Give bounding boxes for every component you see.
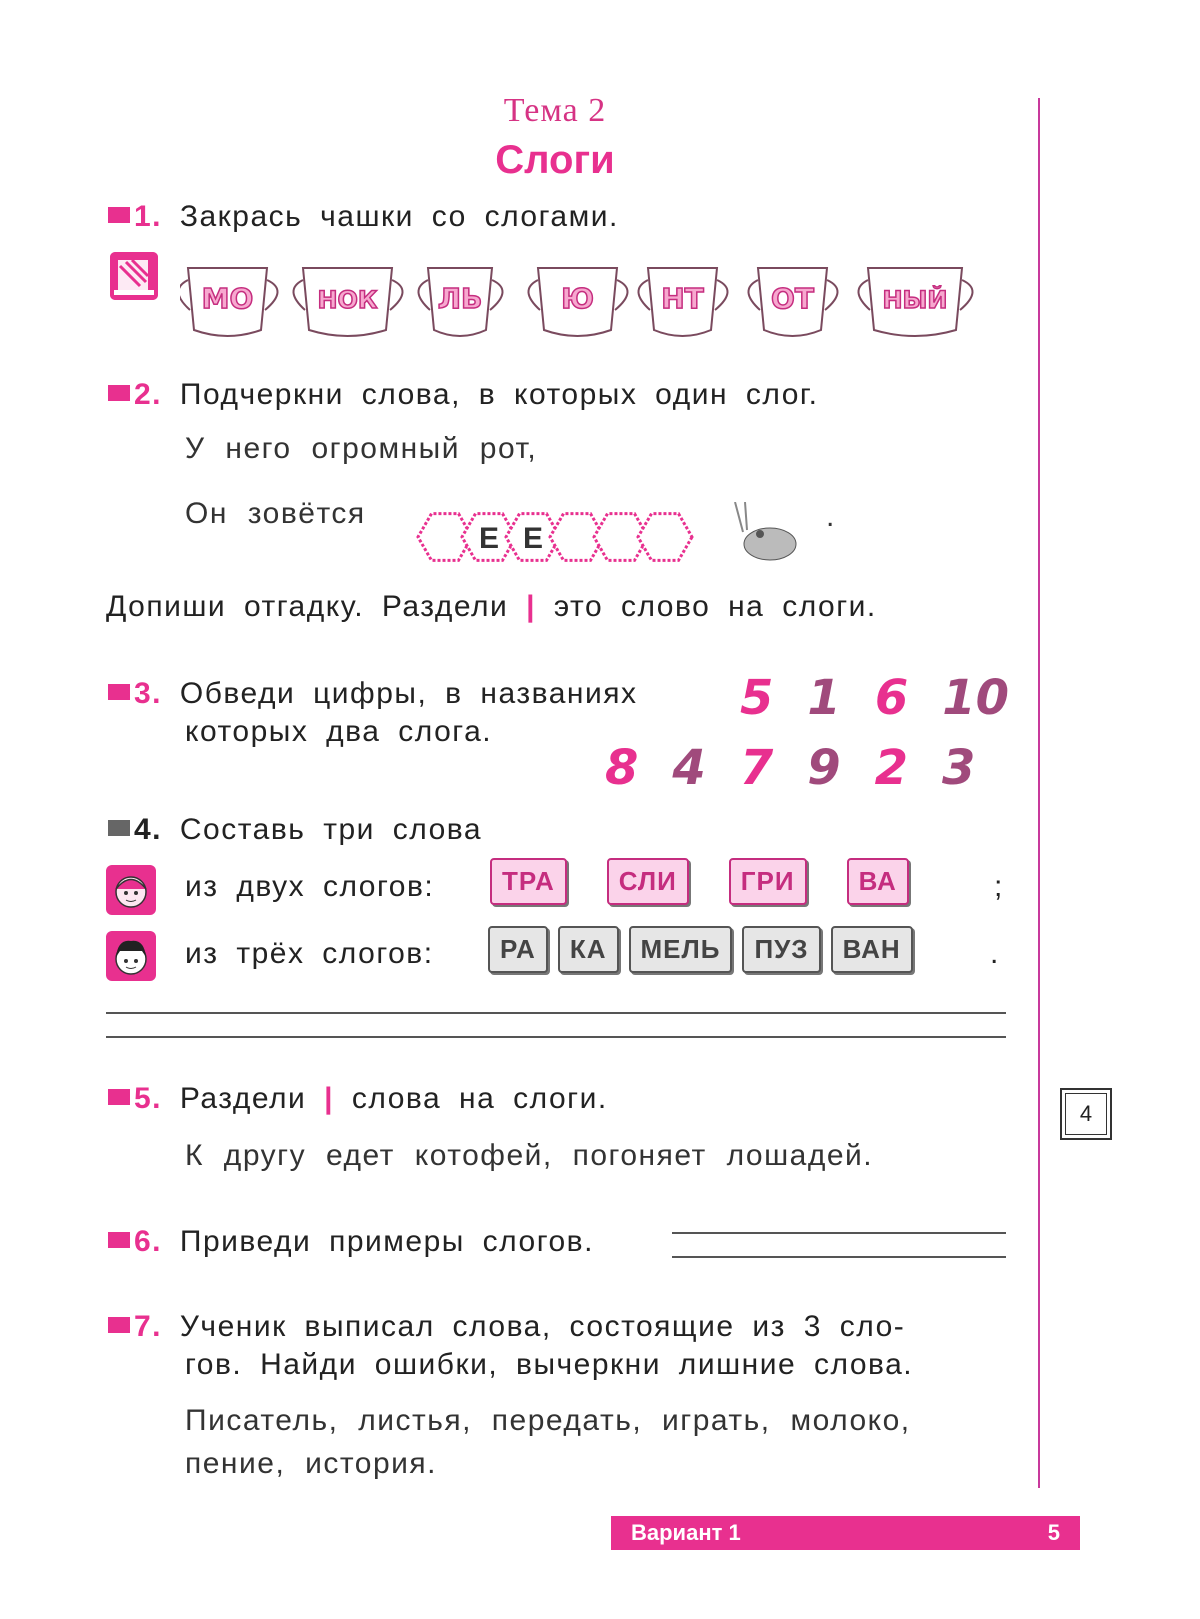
task-marker (108, 385, 130, 401)
task-7-words-1: Писатель, листья, передать, играть, молоко, (185, 1404, 911, 1437)
cup-item[interactable] (748, 268, 837, 336)
footer-bar (611, 1516, 1080, 1550)
cup-syllable: ЛЬ (437, 282, 483, 315)
variant-label: Вариант 1 (631, 1520, 741, 1545)
divider-mark: | (526, 590, 537, 623)
task-7-heading: 7. Ученик выписал слова, состоящие из 3 сло- (108, 1310, 905, 1344)
margin-line (1038, 98, 1040, 1488)
task-2-heading: 2. Подчеркни слова, в которых один слог. (108, 378, 819, 412)
topic-label: Тема 2 (503, 92, 607, 129)
task-marker (108, 1317, 130, 1333)
answer-line[interactable] (672, 1232, 1006, 1234)
cup-syllable: НЫЙ (882, 286, 948, 314)
syllable-tag[interactable]: РА (488, 926, 548, 973)
page-title: Слоги (495, 138, 615, 182)
cup-item[interactable] (180, 268, 278, 336)
two-syllable-tags (490, 858, 1000, 905)
cup-item[interactable] (293, 268, 402, 336)
digit-item[interactable]: 3 (942, 740, 976, 796)
syllable-tag[interactable]: КА (558, 926, 619, 973)
cups-row (180, 260, 1010, 360)
task-5-sentence: К другу едет котофей, погоняет лошадей. (185, 1139, 874, 1172)
cup-syllable: ОТ (771, 282, 814, 315)
task-marker (108, 1232, 130, 1248)
page-number: 5 (1047, 1520, 1060, 1545)
digit-item[interactable]: 4 (672, 740, 706, 796)
task-7-line-2: гов. Найди ошибки, вычеркни лишние слова. (185, 1348, 914, 1381)
task-1-text: Закрась чашки со слогами. (179, 200, 619, 233)
cup-syllable: Ю (561, 282, 594, 315)
syllable-tag[interactable]: МЕЛЬ (629, 926, 733, 973)
cup-item[interactable] (418, 268, 502, 336)
digit-item[interactable]: 10 (942, 670, 1010, 726)
digit-item[interactable]: 8 (605, 740, 639, 796)
three-syllable-end: . (990, 937, 1000, 970)
riddle-period: . (826, 500, 836, 533)
syllable-tag[interactable]: ВА (847, 858, 909, 905)
two-syllable-end: ; (994, 870, 1004, 903)
digits-row-1[interactable] (740, 670, 1043, 726)
digit-item[interactable]: 2 (874, 740, 909, 796)
cup-item[interactable] (638, 268, 727, 336)
digit-item[interactable]: 9 (807, 740, 841, 796)
task-7-words-2: пение, история. (185, 1447, 437, 1480)
cup-item[interactable] (528, 268, 627, 336)
digit-item[interactable]: 1 (807, 670, 841, 726)
boy-icon (106, 931, 154, 979)
riddle-line-2: Он зовётся (185, 497, 366, 530)
task-marker (108, 207, 130, 223)
syllable-tag[interactable]: ТРА (490, 858, 567, 905)
task-4-heading: 4. Составь три слова (108, 813, 482, 847)
cup-item[interactable] (858, 268, 972, 336)
task-2-text: Подчеркни слова, в которых один слог. (179, 378, 819, 411)
riddle-line-1: У него огромный рот, (185, 432, 538, 465)
divider-mark: | (324, 1082, 335, 1115)
syllable-tag[interactable]: ПУЗ (742, 926, 820, 973)
syllable-tag[interactable]: ГРИ (729, 858, 807, 905)
cup-syllable: МО (201, 282, 254, 315)
task-marker (108, 1089, 130, 1105)
two-syllable-label: из двух слогов: (185, 870, 435, 903)
task-5-heading: 5. Раздели | слова на слоги. (108, 1082, 608, 1116)
answer-cells[interactable] (415, 502, 815, 577)
answer-line[interactable] (672, 1256, 1006, 1258)
cell-letter: Е (522, 522, 544, 555)
digit-item[interactable]: 5 (740, 670, 774, 726)
letter-cell[interactable] (638, 514, 692, 561)
digit-item[interactable]: 6 (874, 670, 909, 726)
cup-syllable: НОК (317, 286, 378, 314)
task-2-instruction: Допиши отгадку. Раздели | это слово на слоги. (106, 590, 877, 623)
side-badge: 4 (1060, 1088, 1112, 1140)
digits-row-2[interactable] (605, 740, 1009, 796)
answer-line[interactable] (106, 1036, 1006, 1038)
cup-syllable: НТ (661, 282, 704, 315)
three-syllable-tags (488, 926, 1008, 973)
girl-icon (106, 865, 154, 913)
task-6-heading: 6. Приведи примеры слогов. (108, 1225, 594, 1259)
syllable-tag[interactable]: ВАН (831, 926, 913, 973)
task-3-line-2: которых два слога. (185, 715, 493, 748)
task-marker (108, 684, 130, 700)
digit-item[interactable]: 7 (739, 740, 774, 796)
hippo-icon (735, 502, 796, 560)
answer-line[interactable] (106, 1012, 1006, 1014)
task-marker (108, 820, 130, 836)
task-1-heading: 1. Закрась чашки со слогами. (108, 200, 619, 234)
three-syllable-label: из трёх слогов: (185, 937, 434, 970)
task-3-heading: 3. Обведи цифры, в названиях (108, 677, 637, 711)
syllable-tag[interactable]: СЛИ (607, 858, 689, 905)
pencil-icon (110, 252, 158, 300)
cell-letter: Е (478, 522, 500, 555)
